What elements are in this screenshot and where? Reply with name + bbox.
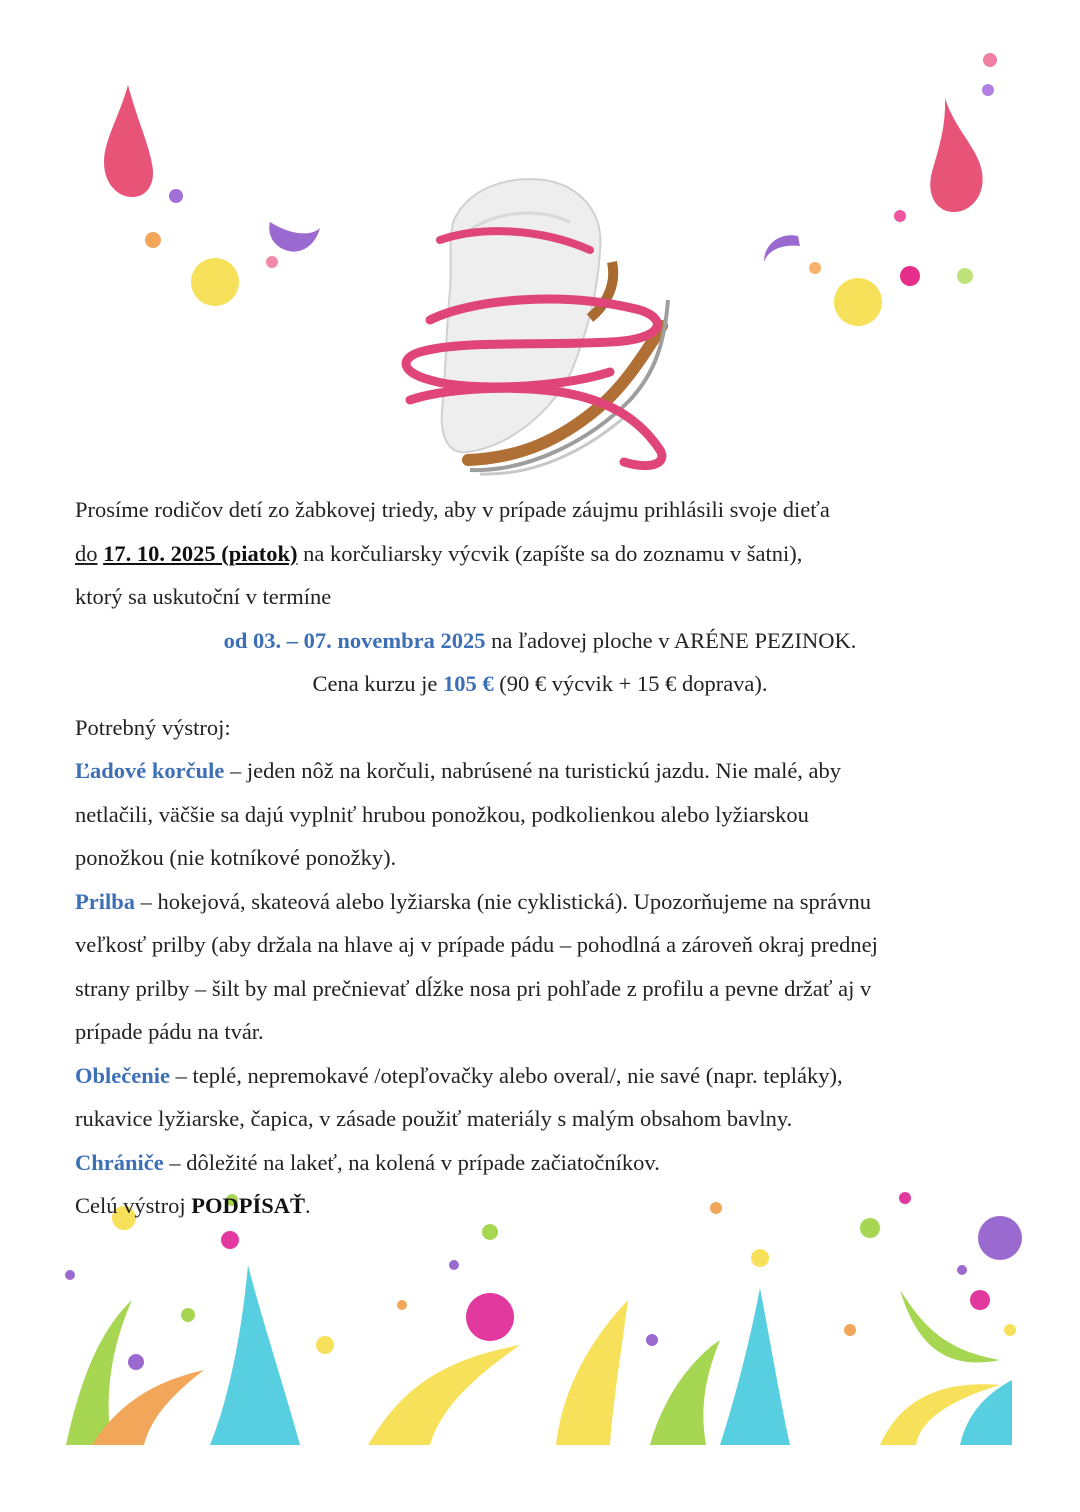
price-line [75,662,1005,706]
purple-swirl-top-left [269,222,320,252]
protectors-title: Chrániče [75,1149,164,1175]
yellow-dot-top-left-large [191,258,239,306]
helmet-line-1 [75,880,1005,924]
clothing-title: Oblečenie [75,1062,170,1088]
do-word: do [75,540,98,566]
sign-prefix: Celú výstroj [75,1193,192,1218]
protectors-line-1 [75,1141,1005,1185]
skates-title: Ľadové korčule [75,758,225,783]
equipment-heading-text: Potrebný výstroj: [75,714,231,740]
equipment-heading [75,706,1005,750]
intro-text-1: Prosíme rodičov detí zo žabkovej triedy, aby v prípade záujmu prihlásili svoje dieťa [75,497,830,522]
helmet-line-4 [75,1010,1005,1054]
sign-line [75,1184,1005,1228]
skates-line-3 [75,836,1005,880]
skates-line-1 [75,749,1005,793]
orange-dot-top-right [809,262,821,274]
price-suffix: (90 € výcvik + 15 € doprava). [493,671,768,696]
skates-line-2 [75,793,1005,837]
intro-text-2: na korčuliarsky výcvik (zapíšte sa do zoznamu v šatni), [297,540,803,566]
pink-drop-top-left [104,85,153,197]
sign-suffix: . [305,1193,311,1218]
pink-dot-top-left-small [266,256,278,268]
helmet-text-2: veľkosť prilby (aby držala na hlave aj v prípade pádu – pohodlná a zároveň okraj prednej [75,932,878,957]
purple-swirl-top-right [764,235,800,262]
orange-dot-top-left [145,232,161,248]
pink-drop-top-right [930,98,982,212]
purple-dot-top-left [169,189,183,203]
purple-dot-top-right [982,84,994,96]
clothing-line-1 [75,1054,1005,1098]
protectors-text-1: – dôležité na lakeť, na kolená v prípade začiatočníkov. [163,1149,660,1175]
clothing-text-1: – teplé, nepremokavé /otepľovačky alebo overal/, nie savé (napr. tepláky), [169,1062,843,1088]
sign-bold: PODPÍSAŤ [191,1193,306,1218]
yellow-dot-top-right-large [834,278,882,326]
schedule-place: na ľadovej ploche v ARÉNE PEZINOK. [485,627,857,653]
document-body [75,488,1005,1228]
bottom-left-splash [65,1194,334,1445]
helmet-line-3 [75,967,1005,1011]
intro-line-1 [75,488,1005,532]
intro-line-3 [75,575,1005,619]
price-prefix: Cena kurzu je [312,671,444,696]
schedule-dates: od 03. – 07. novembra 2025 [223,627,486,653]
helmet-text-3: strany prilby – šilt by mal prečnievať dĺžke nosa pri pohľade z profilu a pevne držať aj v [75,975,872,1001]
intro-line-2 [75,532,1005,576]
bottom-center-splash [368,1202,790,1445]
intro-text-3: ktorý sa uskutoční v termíne [75,584,332,609]
helmet-text-4: prípade pádu na tvár. [75,1019,264,1044]
pink-dot-top-right [983,53,997,67]
deadline-date: 17. 10. 2025 (piatok) [103,540,298,566]
helmet-line-2 [75,923,1005,967]
clothing-line-2 [75,1097,1005,1141]
bottom-right-splash [844,1192,1022,1445]
helmet-text-1: – hokejová, skateová alebo lyžiarska (nie cyklistická). Upozorňujeme na správnu [135,888,871,914]
schedule-line [75,619,1005,663]
pink-dot-top-right-large [900,266,920,286]
skates-text-1: – jeden nôž na korčuli, nabrúsené na turistickú jazdu. Nie malé, aby [224,758,842,783]
price-amount: 105 € [443,671,494,696]
skates-text-3: ponožkou (nie kotníkové ponožky). [75,845,397,870]
green-dot-top-right [957,268,973,284]
magenta-dot-top-right [894,210,906,222]
ice-skate-illustration [406,179,668,474]
clothing-text-2: rukavice lyžiarske, čapica, v zásade použiť materiály s malým obsahom bavlny. [75,1106,793,1131]
skates-text-2: netlačili, väčšie sa dajú vyplniť hrubou ponožkou, podkolienkou alebo lyžiarskou [75,801,809,827]
helmet-title: Prilba [75,888,135,914]
